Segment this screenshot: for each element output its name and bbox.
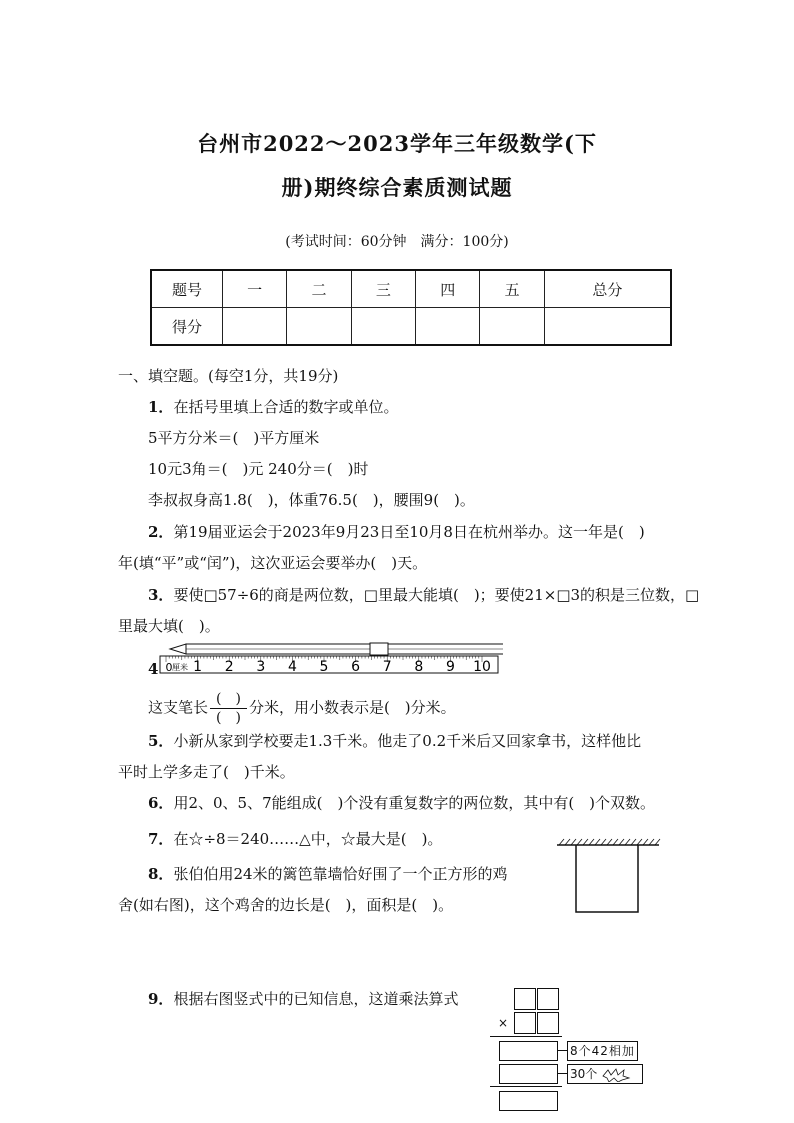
question-number: 8．	[148, 865, 174, 883]
partial-note-2	[567, 1064, 643, 1084]
digit-box[interactable]	[514, 988, 536, 1010]
question-1-line-3: 李叔叔身高1.8( )，体重76.5( )，腰围9( )。	[148, 491, 475, 509]
question-number: 3．	[148, 586, 174, 604]
fence-icon	[576, 845, 638, 912]
score-table	[150, 269, 672, 346]
question-text: 分米，用小数表示是( )分米。	[248, 698, 456, 717]
partial-note-2-text: 30个	[570, 1067, 598, 1081]
score-entry-cell[interactable]	[544, 308, 671, 346]
table-cell: 题号	[151, 270, 223, 308]
question-6	[148, 793, 655, 813]
question-number: 5．	[148, 732, 174, 750]
divider-line	[490, 1036, 562, 1037]
ruler-unit-label: 厘米	[172, 663, 188, 672]
score-entry-cell[interactable]	[416, 308, 480, 346]
fraction-denominator: ( )	[216, 710, 241, 726]
question-number: 2．	[148, 523, 174, 541]
ruler-tick-label: 2	[224, 659, 234, 675]
ruler-tick-label: 3	[256, 659, 266, 675]
question-number: 9．	[148, 990, 174, 1008]
question-1	[148, 397, 398, 417]
digit-box[interactable]	[514, 1012, 536, 1034]
score-entry-cell[interactable]	[223, 308, 287, 346]
question-8-line-2: 舍(如右图)，这个鸡舍的边长是( )，面积是( )。	[118, 896, 454, 914]
ruler-tick-label: 4	[287, 659, 297, 675]
question-1-line-1: 5平方分米＝( )平方厘米	[148, 429, 320, 447]
score-entry-cell[interactable]	[287, 308, 351, 346]
question-1-line-2: 10元3角＝( )元 240分＝( )时	[148, 460, 369, 478]
chicken-coop-figure	[555, 836, 665, 916]
arrow-icon	[557, 1050, 567, 1051]
partial-product-box[interactable]	[499, 1041, 558, 1061]
table-cell: 四	[416, 270, 480, 308]
pencil-tip-icon	[170, 644, 186, 654]
question-text: 根据右图竖式中的已知信息，这道乘法算式	[173, 990, 459, 1008]
arrow-icon	[557, 1073, 567, 1074]
question-text: 在☆÷8＝240……△中，☆最大是( )。	[173, 830, 443, 848]
question-text: 张伯伯用24米的篱笆靠墙恰好围了一个正方形的鸡	[173, 865, 508, 883]
question-5-line-1	[148, 731, 641, 751]
score-entry-cell[interactable]	[480, 308, 544, 346]
question-2-line-1	[148, 522, 645, 542]
score-table-header-row	[151, 270, 671, 308]
ruler-tick-label: 0	[165, 661, 173, 674]
ruler-tick-label: 8	[414, 659, 424, 675]
question-4-line	[148, 690, 456, 727]
question-9	[148, 989, 458, 1009]
table-cell: 五	[480, 270, 544, 308]
question-5-line-2: 平时上学多走了( )千米。	[118, 763, 295, 781]
vertical-multiplication-figure	[486, 988, 656, 1116]
score-entry-cell[interactable]	[351, 308, 415, 346]
question-text: 在括号里填上合适的数字或单位。	[173, 398, 399, 416]
ruler-tick-label: 7	[382, 659, 392, 675]
digit-box[interactable]	[537, 988, 559, 1010]
product-box[interactable]	[499, 1091, 558, 1111]
question-text: 要使□57÷6的商是两位数，□里最大能填( )；要使21×□3的积是三位数，□	[173, 586, 700, 604]
fraction	[210, 690, 247, 727]
table-cell: 三	[351, 270, 415, 308]
digit-box[interactable]	[537, 1012, 559, 1034]
question-text: 用2、0、5、7能组成( )个没有重复数字的两位数，其中有( )个双数。	[173, 794, 656, 812]
ruler-tick-label: 6	[351, 659, 361, 675]
table-cell: 一	[223, 270, 287, 308]
table-cell: 总分	[544, 270, 671, 308]
page-title-line1: 台州市2022～2023学年三年级数学(下	[197, 131, 597, 156]
question-7	[148, 829, 442, 849]
score-table-score-row	[151, 308, 671, 346]
pencil-band-icon	[370, 643, 388, 655]
question-number: 4	[148, 660, 159, 678]
section-heading: 一、填空题。(每空1分，共19分)	[118, 367, 339, 385]
ruler-and-pencil-figure	[158, 642, 503, 676]
question-number: 1．	[148, 398, 174, 416]
fraction-numerator: ( )	[210, 690, 247, 709]
ruler-tick-label: 5	[319, 659, 329, 675]
question-8-line-1	[148, 864, 508, 884]
wall-hatching-icon	[559, 839, 660, 845]
question-text: 第19届亚运会于2023年9月23日至10月8日在杭州举办。这一年是( )	[173, 523, 645, 541]
page-title-line2: 册)期终综合素质测试题	[281, 175, 513, 200]
question-3-line-1	[148, 585, 699, 605]
ink-splat-icon	[601, 1068, 631, 1082]
ruler-tick-label: 1	[193, 659, 203, 675]
multiply-sign: ×	[498, 1016, 509, 1030]
partial-product-box[interactable]	[499, 1064, 558, 1084]
table-cell: 得分	[151, 308, 223, 346]
question-number: 7．	[148, 830, 174, 848]
question-text: 这支笔长	[148, 698, 209, 717]
exam-meta: (考试时间：60分钟 满分：100分)	[285, 234, 509, 250]
table-cell: 二	[287, 270, 351, 308]
divider-line	[490, 1086, 562, 1087]
question-3-line-2: 里最大填( )。	[118, 617, 220, 635]
question-2-line-2: 年(填“平”或“闰”)，这次亚运会要举办( )天。	[118, 554, 428, 572]
ruler-tick-label: 9	[445, 659, 455, 675]
partial-note-1: 8个42相加	[567, 1041, 638, 1061]
question-number: 6．	[148, 794, 174, 812]
ruler-tick-label: 10	[473, 659, 491, 675]
question-text: 小新从家到学校要走1.3千米。他走了0.2千米后又回家拿书，这样他比	[173, 732, 642, 750]
